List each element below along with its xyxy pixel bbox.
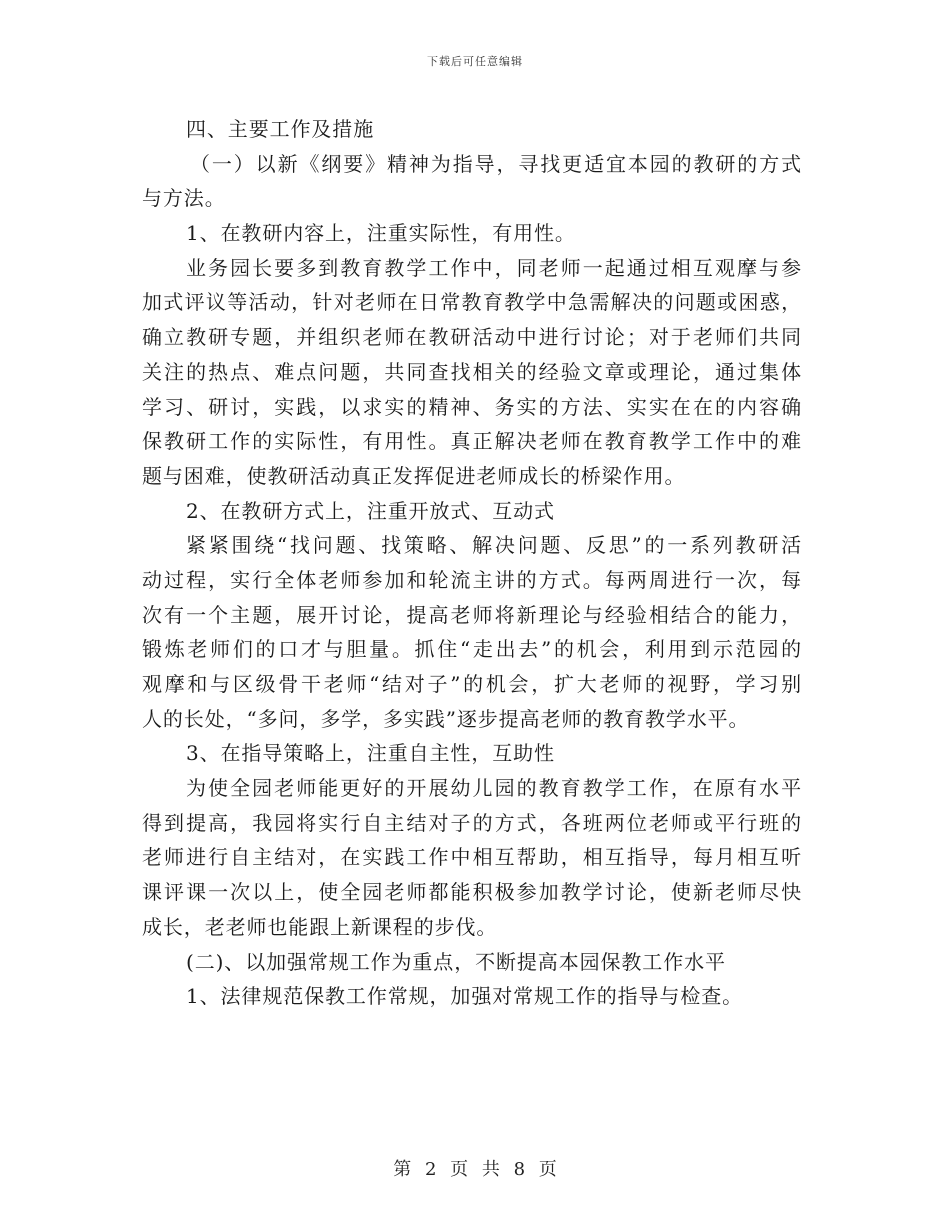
text-line: 为使全园老师能更好的开展幼儿园的教育教学工作，在原有水平 [186, 776, 802, 801]
text-line: （一）以新《纲要》精神为指导，寻找更适宜本园的教研的方式 [190, 151, 802, 176]
text-line: 关注的热点、难点问题，共同查找相关的经验文章或理论，通过集体 [142, 359, 802, 384]
text-line: 加式评议等活动，针对老师在日常教育教学中急需解决的问题或困惑， [142, 290, 802, 315]
text-line: 得到提高，我园将实行自主结对子的方式，各班两位老师或平行班的 [142, 810, 802, 835]
footer-total-label: 共 [481, 1159, 500, 1180]
header-note: 下载后可任意编辑 [427, 55, 523, 68]
text-line: (二)、以加强常规工作为重点，不断提高本园保教工作水平 [186, 949, 726, 974]
footer-total-pages: 8 [513, 1159, 526, 1180]
text-line: 业务园长要多到教育教学工作中，同老师一起通过相互观摩与参 [186, 255, 802, 280]
text-line: 学习、研讨，实践，以求实的精神、务实的方法、实实在在的内容确 [142, 394, 802, 419]
text-line: 老师进行自主结对，在实践工作中相互帮助，相互指导，每月相互听 [142, 845, 802, 870]
text-line: 成长，老老师也能跟上新课程的步伐。 [142, 914, 498, 939]
text-line: 锻炼老师们的口才与胆量。抓住“走出去”的机会，利用到示范园的 [142, 637, 802, 662]
footer-prefix: 第 [393, 1159, 412, 1180]
page-footer [0, 1155, 950, 1181]
text-line: 四、主要工作及措施 [186, 117, 375, 141]
text-line: 次有一个主题，展开讨论，提高老师将新理论与经验相结合的能力， [142, 602, 802, 627]
text-line: 人的长处，“多问，多学，多实践”逐步提高老师的教育教学水平。 [142, 706, 750, 731]
text-line: 课评课一次以上，使全园老师都能积极参加教学讨论，使新老师尽快 [142, 880, 802, 905]
text-line: 观摩和与区级骨干老师“结对子”的机会，扩大老师的视野，学习别 [142, 672, 802, 696]
text-line: 与方法。 [142, 186, 226, 211]
text-line: 1、在教研内容上，注重实际性，有用性。 [186, 221, 576, 246]
text-line: 2、在教研方式上，注重开放式、互动式 [186, 498, 555, 523]
text-line: 保教研工作的实际性，有用性。真正解决老师在教育教学工作中的难 [142, 429, 802, 454]
text-line: 题与困难，使教研活动真正发挥促进老师成长的桥梁作用。 [142, 463, 686, 488]
document-body [142, 112, 802, 1014]
text-line: 紧紧围绕“找问题、找策略、解决问题、反思”的一系列教研活 [186, 533, 802, 558]
footer-page-label: 页 [450, 1159, 469, 1180]
text-line: 确立教研专题，并组织老师在教研活动中进行讨论；对于老师们共同 [142, 325, 802, 350]
text-line: 动过程，实行全体老师参加和轮流主讲的方式。每两周进行一次，每 [142, 567, 802, 592]
footer-suffix: 页 [538, 1159, 557, 1180]
text-line: 1、法律规范保教工作常规，加强对常规工作的指导与检查。 [186, 984, 744, 1009]
text-line: 3、在指导策略上，注重自主性，互助性 [186, 741, 555, 766]
footer-page-number: 2 [424, 1159, 437, 1180]
